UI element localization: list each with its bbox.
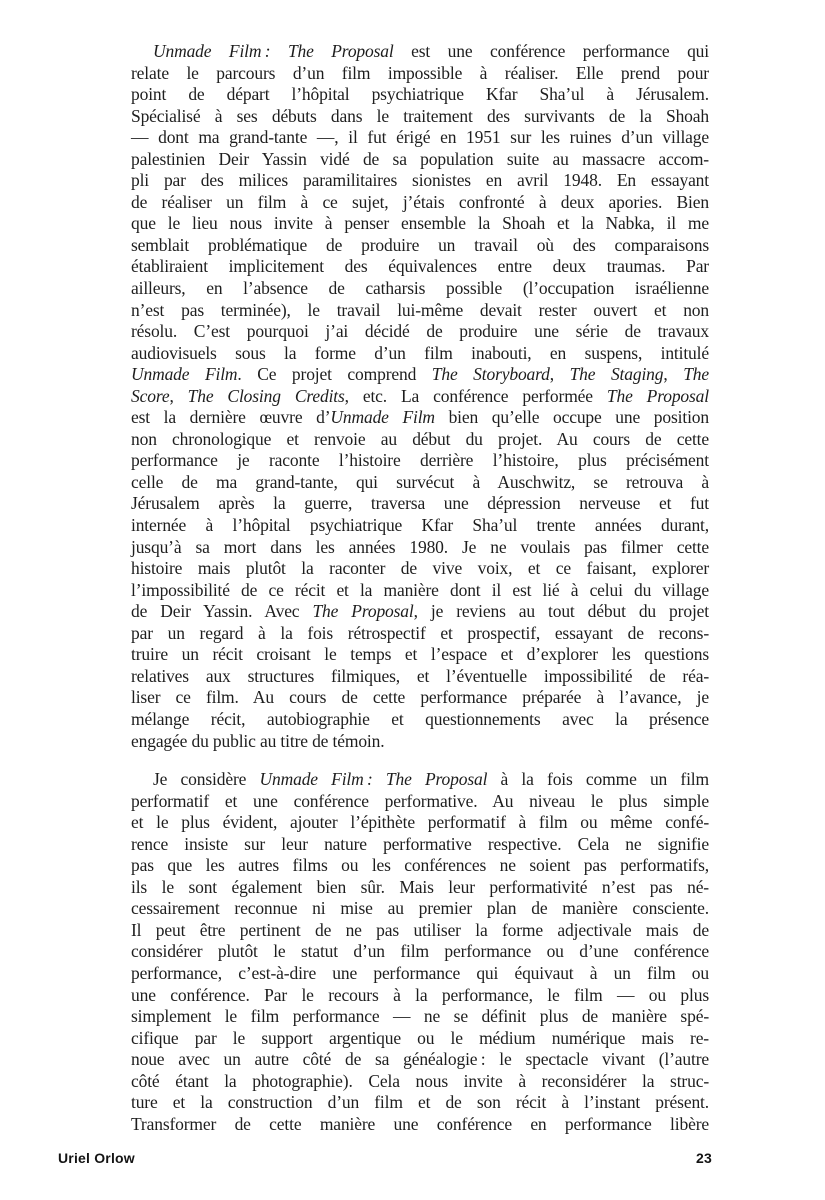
- text-run: truire un récit croisant le temps et l’espace et d’explorer les questions: [131, 644, 709, 665]
- text-line: [131, 834, 709, 856]
- text-run: établiraient implicitement des équivalences entre deux traumas. Par: [131, 256, 709, 277]
- italic-text: Unmade Film : The Proposal: [153, 41, 394, 61]
- text-run: que le lieu nous invite à penser ensemble la Shoah et la Nabka, il me: [131, 213, 709, 234]
- text-run: est une conférence performance qui: [393, 41, 709, 61]
- text-line: [131, 278, 709, 300]
- text-line: [131, 106, 709, 128]
- text-line: [131, 386, 709, 408]
- paragraph-2: [131, 769, 709, 1135]
- text-run: mélange récit, autobiographie et questionnements avec la présence: [131, 708, 709, 729]
- text-line: [131, 644, 709, 666]
- text-line: [131, 1071, 709, 1093]
- text-run: par un regard à la fois rétrospectif et prospectif, essayant de recons-: [131, 622, 709, 643]
- text-run: noue avec un autre côté de sa généalogie : le spectacle vivant (l’autre: [131, 1049, 709, 1070]
- text-run: côté étant la photographie). Cela nous invite à reconsidérer la struc-: [131, 1070, 709, 1091]
- text-line: [131, 493, 709, 515]
- text-line: [131, 769, 709, 791]
- text-line: [131, 666, 709, 688]
- text-run: pli par des milices paramilitaires sionistes en avril 1948. En essayant: [131, 170, 709, 191]
- text-line: [131, 812, 709, 834]
- text-run: et le plus évident, ajouter l’épithète performatif à film ou même confé-: [131, 812, 709, 833]
- text-line: [131, 558, 709, 580]
- text-line: [131, 985, 709, 1007]
- text-line: [131, 343, 709, 365]
- text-line: [131, 1049, 709, 1071]
- text-run: une conférence. Par le recours à la performance, le film — ou plus: [131, 984, 709, 1005]
- text-run: performance, c’est-à-dire une performance qui équivaut à un film ou: [131, 962, 709, 983]
- text-run: jusqu’à sa mort dans les années 1980. Je ne voulais pas filmer cette: [131, 536, 709, 557]
- text-line: [131, 1028, 709, 1050]
- text-line: [131, 963, 709, 985]
- text-line: [131, 256, 709, 278]
- text-line: [131, 537, 709, 559]
- text-line: [131, 84, 709, 106]
- text-line: [131, 580, 709, 602]
- text-run: ,: [169, 385, 188, 406]
- italic-text: The Proposal: [312, 601, 414, 622]
- text-line: [131, 364, 709, 386]
- text-line: [131, 515, 709, 537]
- text-line: [131, 731, 709, 753]
- text-line: [131, 170, 709, 192]
- text-run: Je considère: [153, 769, 260, 790]
- text-run: ture et la construction d’un film et de son récit à l’instant présent.: [131, 1092, 709, 1113]
- text-run: non chronologique et renvoie au début du projet. Au cours de cette: [131, 428, 709, 449]
- text-run: Il peut être pertinent de ne pas utiliser la forme adjectivale mais de: [131, 919, 709, 940]
- text-line: [131, 235, 709, 257]
- text-line: [131, 601, 709, 623]
- text-run: ,: [549, 364, 570, 385]
- text-run: résolu. C’est pourquoi j’ai décidé de produire une série de travaux: [131, 321, 709, 342]
- text-run: pas que les autres films ou les conférences ne soient pas performatifs,: [131, 855, 709, 876]
- italic-text: Unmade Film: [330, 407, 435, 428]
- italic-text: The: [683, 364, 710, 385]
- text-run: , je reviens au tout début du projet: [413, 601, 709, 622]
- text-line: [131, 1006, 709, 1028]
- text-run: Transformer de cette manière une conférence en performance libère: [131, 1113, 709, 1134]
- text-run: bien qu’elle occupe une position: [434, 407, 709, 428]
- text-run: palestinien Deir Yassin vidé de sa population suite au massacre accom-: [131, 148, 709, 169]
- text-run: cifique par le support argentique ou le médium numérique mais re-: [131, 1027, 709, 1048]
- text-line: [131, 898, 709, 920]
- text-run: relatives aux structures filmiques, et l’éventuelle impossibilité de réa-: [131, 665, 709, 686]
- text-run: simplement le film performance — ne se définit plus de manière spé-: [131, 1006, 709, 1027]
- text-line: [131, 1092, 709, 1114]
- text-run: liser ce film. Au cours de cette performance préparée à l’avance, je: [131, 687, 709, 708]
- paragraph-1: [131, 41, 709, 752]
- text-line: [131, 127, 709, 149]
- text-run: audiovisuels sous la forme d’un film inabouti, en suspens, intitulé: [131, 342, 709, 363]
- page-footer: [58, 1150, 712, 1166]
- text-line: [131, 472, 709, 494]
- text-line: [131, 149, 709, 171]
- italic-text: Unmade Film : The Proposal: [259, 769, 488, 790]
- text-line: [131, 623, 709, 645]
- text-line: [131, 941, 709, 963]
- text-run: considérer plutôt le statut d’un film performance ou d’une conférence: [131, 941, 709, 962]
- body-text: [131, 41, 709, 1135]
- text-run: l’impossibilité de ce récit et la manière dont il est lié à celui du village: [131, 579, 709, 600]
- text-run: performatif et une conférence performative. Au niveau le plus simple: [131, 790, 709, 811]
- text-line: [131, 687, 709, 709]
- footer-author: Uriel Orlow: [58, 1150, 135, 1166]
- text-line: [131, 192, 709, 214]
- italic-text: Score: [131, 385, 170, 406]
- text-line: [131, 41, 709, 63]
- text-line: [131, 1114, 709, 1136]
- text-run: , etc. La conférence performée: [344, 385, 607, 406]
- text-line: [131, 321, 709, 343]
- text-run: celle de ma grand-tante, qui survécut à Auschwitz, se retrouva à: [131, 471, 709, 492]
- text-run: point de départ l’hôpital psychiatrique Kfar Sha’ul à Jérusalem.: [131, 84, 709, 105]
- text-run: ,: [663, 364, 684, 385]
- text-run: de Deir Yassin. Avec: [131, 601, 313, 622]
- text-run: est la dernière œuvre d’: [131, 407, 331, 428]
- text-run: histoire mais plutôt la raconter de vive voix, et ce faisant, explorer: [131, 558, 709, 579]
- italic-text: Unmade Film: [131, 364, 238, 385]
- text-run: performance je raconte l’histoire derrière l’histoire, plus précisément: [131, 450, 709, 471]
- text-line: [131, 450, 709, 472]
- text-run: de réaliser un film à ce sujet, j’étais confronté à deux apories. Bien: [131, 191, 709, 212]
- text-line: [131, 791, 709, 813]
- text-line: [131, 920, 709, 942]
- text-line: [131, 709, 709, 731]
- text-run: — dont ma grand-tante —, il fut érigé en 1951 sur les ruines d’un village: [131, 127, 709, 148]
- text-run: engagée du public au titre de témoin.: [131, 730, 385, 751]
- text-line: [131, 877, 709, 899]
- text-run: n’est pas terminée), le travail lui-même devait rester ouvert et non: [131, 299, 709, 320]
- text-run: Jérusalem après la guerre, traversa une dépression nerveuse et fut: [131, 493, 709, 514]
- text-line: [131, 429, 709, 451]
- text-line: [131, 63, 709, 85]
- text-run: relate le parcours d’un film impossible à réaliser. Elle prend pour: [131, 62, 709, 83]
- text-run: à la fois comme un film: [487, 769, 709, 790]
- text-line: [131, 407, 709, 429]
- text-run: semblait problématique de produire un travail où des comparaisons: [131, 234, 709, 255]
- text-run: ils le sont également bien sûr. Mais leur performativité n’est pas né-: [131, 876, 709, 897]
- text-run: ailleurs, en l’absence de catharsis possible (l’occupation israélienne: [131, 278, 709, 299]
- italic-text: The Closing Credits: [187, 385, 345, 406]
- text-run: rence insiste sur leur nature performative respective. Cela ne signifie: [131, 833, 709, 854]
- text-line: [131, 213, 709, 235]
- text-line: [131, 855, 709, 877]
- text-run: . Ce projet comprend: [237, 364, 432, 385]
- text-run: Spécialisé à ses débuts dans le traitement des survivants de la Shoah: [131, 105, 709, 126]
- text-run: internée à l’hôpital psychiatrique Kfar Sha’ul trente années durant,: [131, 515, 709, 536]
- page-number: 23: [696, 1150, 712, 1166]
- italic-text: The Staging: [569, 364, 664, 385]
- italic-text: The Proposal: [606, 385, 709, 406]
- text-run: cessairement reconnue ni mise au premier plan de manière consciente.: [131, 898, 709, 919]
- italic-text: The Storyboard: [431, 364, 550, 385]
- text-line: [131, 300, 709, 322]
